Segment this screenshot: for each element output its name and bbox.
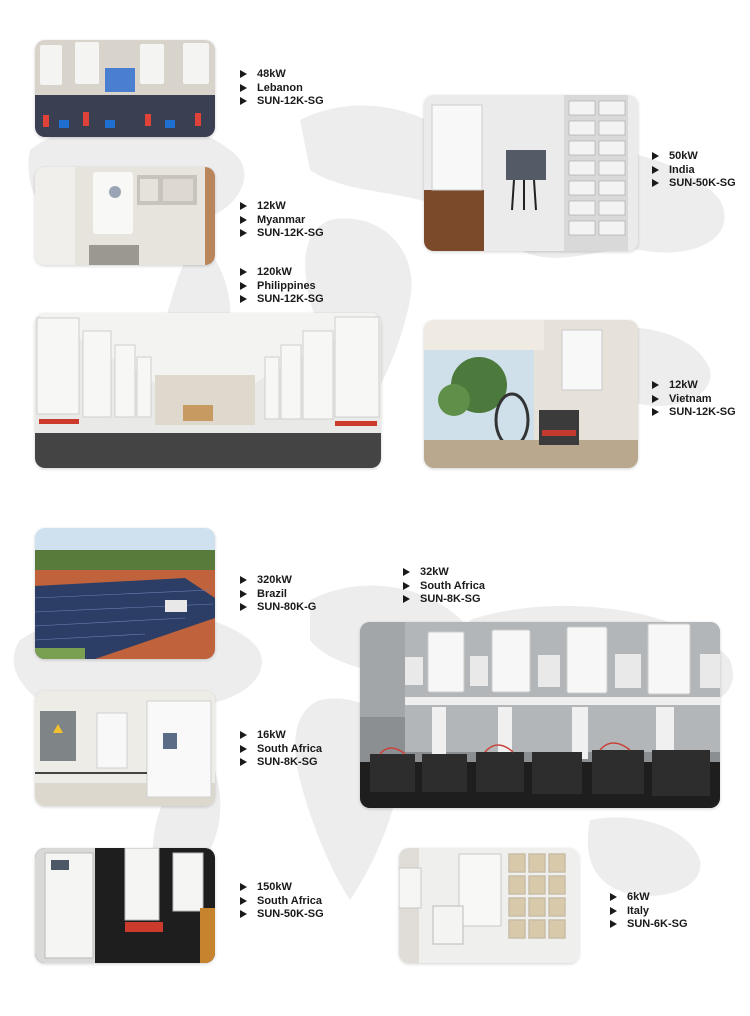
caption-power: 12kW bbox=[240, 200, 324, 214]
caption-model: SUN-12K-SG bbox=[240, 95, 324, 109]
caption-model: SUN-50K-SG bbox=[652, 177, 736, 191]
installation-photo-italy bbox=[399, 848, 579, 963]
caption-vietnam bbox=[652, 379, 736, 420]
caption-lebanon bbox=[240, 68, 324, 109]
installation-photo-india bbox=[424, 95, 638, 251]
caption-country: Philippines bbox=[240, 280, 324, 294]
caption-power: 48kW bbox=[240, 68, 324, 82]
caption-south-africa-32kw bbox=[403, 566, 485, 607]
caption-power: 6kW bbox=[610, 891, 688, 905]
caption-model: SUN-80K-G bbox=[240, 601, 316, 615]
caption-power: 120kW bbox=[240, 266, 324, 280]
installation-photo-south-africa-32kw bbox=[360, 622, 720, 808]
caption-power: 12kW bbox=[652, 379, 736, 393]
installation-photo-south-africa-150kw bbox=[35, 848, 215, 963]
caption-model: SUN-12K-SG bbox=[240, 227, 324, 241]
caption-italy bbox=[610, 891, 688, 932]
caption-myanmar bbox=[240, 200, 324, 241]
caption-country: Myanmar bbox=[240, 214, 324, 228]
caption-model: SUN-12K-SG bbox=[652, 406, 736, 420]
caption-power: 320kW bbox=[240, 574, 316, 588]
caption-model: SUN-8K-SG bbox=[403, 593, 485, 607]
caption-country: India bbox=[652, 164, 736, 178]
caption-model: SUN-12K-SG bbox=[240, 293, 324, 307]
caption-south-africa-150kw bbox=[240, 881, 324, 922]
caption-country: Brazil bbox=[240, 588, 316, 602]
caption-country: South Africa bbox=[240, 895, 324, 909]
caption-south-africa-16kw bbox=[240, 729, 322, 770]
caption-country: South Africa bbox=[403, 580, 485, 594]
caption-model: SUN-50K-SG bbox=[240, 908, 324, 922]
installation-photo-vietnam bbox=[424, 320, 638, 468]
installation-photo-south-africa-16kw bbox=[35, 691, 215, 806]
caption-philippines bbox=[240, 266, 324, 307]
caption-country: Lebanon bbox=[240, 82, 324, 96]
caption-country: Italy bbox=[610, 905, 688, 919]
installation-photo-philippines bbox=[35, 313, 381, 468]
caption-country: South Africa bbox=[240, 743, 322, 757]
caption-india bbox=[652, 150, 736, 191]
installation-photo-myanmar bbox=[35, 167, 215, 265]
caption-power: 32kW bbox=[403, 566, 485, 580]
caption-power: 50kW bbox=[652, 150, 736, 164]
caption-power: 16kW bbox=[240, 729, 322, 743]
caption-country: Vietnam bbox=[652, 393, 736, 407]
installation-photo-brazil bbox=[35, 528, 215, 659]
caption-model: SUN-8K-SG bbox=[240, 756, 322, 770]
installation-photo-lebanon bbox=[35, 40, 215, 137]
caption-model: SUN-6K-SG bbox=[610, 918, 688, 932]
caption-power: 150kW bbox=[240, 881, 324, 895]
caption-brazil bbox=[240, 574, 316, 615]
